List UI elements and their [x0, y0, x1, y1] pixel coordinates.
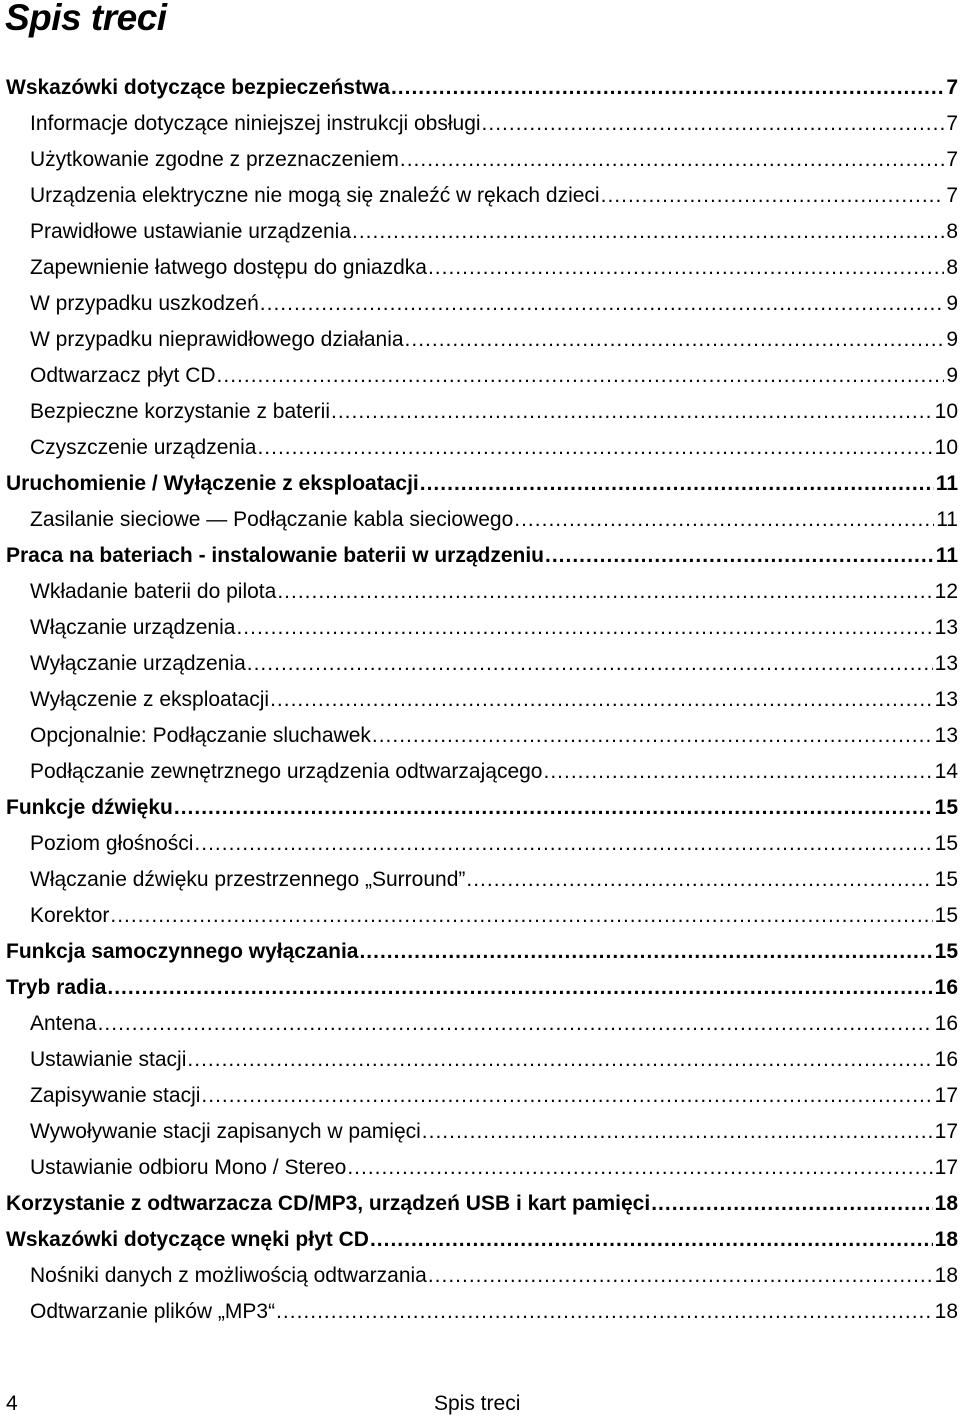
- toc-entry-label: Korzystanie z odtwarzacza CD/MP3, urządzeń USB i kart pamięci: [6, 1192, 651, 1215]
- dot-leader: [514, 502, 934, 538]
- dot-leader: [466, 862, 932, 898]
- toc-entry-label: Informacje dotyczące niniejszej instrukcji obsługi: [30, 112, 481, 135]
- toc-entry-page-number: 16: [934, 1048, 958, 1071]
- toc-entry-label: Antena: [30, 1012, 97, 1035]
- toc-section-entry[interactable]: [6, 646, 958, 682]
- toc-entry-label: Zasilanie sieciowe — Podłączanie kabla sieciowego: [30, 508, 514, 531]
- toc-entry-label: W przypadku nieprawidłowego działania: [30, 328, 404, 351]
- toc-chapter-entry[interactable]: [6, 934, 958, 970]
- toc-section-entry[interactable]: [6, 1006, 958, 1042]
- dot-leader: [545, 538, 934, 574]
- footer-page-number: 4: [6, 1392, 18, 1415]
- toc-section-entry[interactable]: [6, 574, 958, 610]
- toc-section-entry[interactable]: [6, 430, 958, 466]
- dot-leader: [194, 826, 932, 862]
- toc-section-entry[interactable]: [6, 178, 958, 214]
- toc-section-entry[interactable]: [6, 1114, 958, 1150]
- dot-leader: [98, 1006, 933, 1042]
- toc-entry-label: Praca na bateriach - instalowanie baterii w urządzeniu: [6, 544, 544, 567]
- toc-entry-label: W przypadku uszkodzeń: [30, 292, 259, 315]
- toc-entry-label: Odtwarzanie plików „MP3“: [30, 1300, 276, 1323]
- dot-leader: [110, 898, 932, 934]
- toc-entry-label: Tryb radia: [6, 976, 107, 999]
- dot-leader: [247, 646, 933, 682]
- dot-leader: [601, 178, 945, 214]
- toc-chapter-entry[interactable]: [6, 1222, 958, 1258]
- toc-entry-label: Włączanie dźwięku przestrzennego „Surround”: [30, 868, 466, 891]
- toc-entry-label: Zapewnienie łatwego dostępu do gniazdka: [30, 256, 427, 279]
- toc-section-entry[interactable]: [6, 502, 958, 538]
- toc-section-entry[interactable]: [6, 1150, 958, 1186]
- toc-entry-page-number: 12: [934, 580, 958, 603]
- toc-section-entry[interactable]: [6, 610, 958, 646]
- toc-entry-page-number: 15: [934, 904, 958, 927]
- toc-section-entry[interactable]: [6, 898, 958, 934]
- dot-leader: [107, 970, 932, 1006]
- dot-leader: [277, 574, 932, 610]
- dot-leader: [482, 106, 945, 142]
- toc-entry-page-number: 7: [946, 76, 958, 99]
- toc-entry-page-number: 10: [934, 400, 958, 423]
- toc-entry-label: Nośniki danych z możliwością odtwarzania: [30, 1264, 427, 1287]
- toc-entry-page-number: 18: [934, 1300, 958, 1323]
- toc-section-entry[interactable]: [6, 1042, 958, 1078]
- toc-entry-page-number: 8: [946, 256, 958, 279]
- toc-section-entry[interactable]: [6, 1258, 958, 1294]
- toc-entry-page-number: 7: [946, 184, 958, 207]
- toc-entry-page-number: 18: [934, 1264, 958, 1287]
- toc-entry-page-number: 9: [946, 364, 958, 387]
- toc-chapter-entry[interactable]: [6, 790, 958, 826]
- toc-entry-label: Wywoływanie stacji zapisanych w pamięci: [30, 1120, 421, 1143]
- toc-entry-page-number: 13: [934, 724, 958, 747]
- dot-leader: [544, 754, 933, 790]
- toc-entry-page-number: 9: [946, 292, 958, 315]
- dot-leader: [257, 430, 932, 466]
- toc-entry-page-number: 17: [934, 1084, 958, 1107]
- dot-leader: [400, 142, 944, 178]
- toc-entry-page-number: 15: [934, 940, 958, 963]
- toc-section-entry[interactable]: [6, 862, 958, 898]
- dot-leader: [420, 466, 934, 502]
- toc-section-entry[interactable]: [6, 682, 958, 718]
- toc-entry-page-number: 13: [934, 616, 958, 639]
- toc-entry-label: Uruchomienie / Wyłączenie z eksploatacji: [6, 472, 419, 495]
- toc-chapter-entry[interactable]: [6, 70, 958, 106]
- table-of-contents: [6, 70, 958, 1330]
- toc-entry-page-number: 9: [946, 328, 958, 351]
- toc-entry-page-number: 8: [946, 220, 958, 243]
- toc-entry-label: Wyłączenie z eksploatacji: [30, 688, 270, 711]
- toc-section-entry[interactable]: [6, 250, 958, 286]
- dot-leader: [370, 1222, 933, 1258]
- footer-section-title: Spis treci: [434, 1392, 521, 1415]
- toc-entry-label: Włączanie urządzenia: [30, 616, 236, 639]
- toc-entry-page-number: 17: [934, 1156, 958, 1179]
- toc-section-entry[interactable]: [6, 142, 958, 178]
- toc-entry-label: Wskazówki dotyczące bezpieczeństwa: [6, 76, 390, 99]
- toc-entry-label: Wyłączanie urządzenia: [30, 652, 246, 675]
- toc-entry-page-number: 18: [934, 1228, 958, 1251]
- toc-section-entry[interactable]: [6, 358, 958, 394]
- toc-entry-page-number: 18: [934, 1192, 958, 1215]
- toc-entry-page-number: 15: [934, 868, 958, 891]
- dot-leader: [236, 610, 932, 646]
- toc-entry-label: Czyszczenie urządzenia: [30, 436, 257, 459]
- toc-section-entry[interactable]: [6, 826, 958, 862]
- toc-entry-label: Funkcja samoczynnego wyłączania: [6, 940, 359, 963]
- toc-entry-page-number: 15: [934, 796, 958, 819]
- toc-entry-page-number: 7: [946, 148, 958, 171]
- toc-section-entry[interactable]: [6, 1294, 958, 1330]
- toc-entry-page-number: 13: [934, 688, 958, 711]
- toc-chapter-entry[interactable]: [6, 1186, 958, 1222]
- toc-section-entry[interactable]: [6, 394, 958, 430]
- toc-chapter-entry[interactable]: [6, 466, 958, 502]
- toc-entry-label: Korektor: [30, 904, 110, 927]
- dot-leader: [651, 1186, 932, 1222]
- toc-section-entry[interactable]: [6, 106, 958, 142]
- dot-leader: [217, 358, 945, 394]
- dot-leader: [276, 1294, 933, 1330]
- toc-entry-page-number: 10: [934, 436, 958, 459]
- page-footer: [0, 1392, 960, 1422]
- toc-entry-page-number: 7: [946, 112, 958, 135]
- toc-chapter-entry[interactable]: [6, 538, 958, 574]
- toc-entry-page-number: 14: [934, 760, 958, 783]
- dot-leader: [174, 790, 933, 826]
- dot-leader: [260, 286, 945, 322]
- toc-chapter-entry[interactable]: [6, 970, 958, 1006]
- toc-entry-page-number: 11: [935, 472, 958, 495]
- dot-leader: [352, 214, 944, 250]
- toc-entry-label: Wskazówki dotyczące wnęki płyt CD: [6, 1228, 369, 1251]
- dot-leader: [347, 1150, 932, 1186]
- toc-entry-label: Ustawianie stacji: [30, 1048, 187, 1071]
- toc-section-entry[interactable]: [6, 1078, 958, 1114]
- dot-leader: [187, 1042, 932, 1078]
- toc-entry-label: Poziom głośności: [30, 832, 194, 855]
- dot-leader: [372, 718, 933, 754]
- toc-section-entry[interactable]: [6, 286, 958, 322]
- page-title: Spis treci: [5, 0, 167, 38]
- toc-entry-label: Bezpieczne korzystanie z baterii: [30, 400, 330, 423]
- toc-entry-label: Użytkowanie zgodne z przeznaczeniem: [30, 148, 399, 171]
- dot-leader: [428, 1258, 933, 1294]
- toc-entry-label: Odtwarzacz płyt CD: [30, 364, 216, 387]
- toc-entry-label: Funkcje dźwięku: [6, 796, 173, 819]
- toc-section-entry[interactable]: [6, 322, 958, 358]
- toc-entry-label: Zapisywanie stacji: [30, 1084, 201, 1107]
- dot-leader: [391, 70, 944, 106]
- toc-entry-page-number: 17: [934, 1120, 958, 1143]
- dot-leader: [405, 322, 945, 358]
- dot-leader: [331, 394, 933, 430]
- dot-leader: [359, 934, 932, 970]
- toc-section-entry[interactable]: [6, 754, 958, 790]
- toc-entry-label: Urządzenia elektryczne nie mogą się znaleźć w rękach dzieci: [30, 184, 600, 207]
- dot-leader: [201, 1078, 932, 1114]
- toc-entry-label: Prawidłowe ustawianie urządzenia: [30, 220, 352, 243]
- toc-entry-page-number: 15: [934, 832, 958, 855]
- toc-entry-label: Ustawianie odbioru Mono / Stereo: [30, 1156, 347, 1179]
- dot-leader: [422, 1114, 933, 1150]
- toc-entry-page-number: 16: [934, 976, 958, 999]
- toc-entry-label: Podłączanie zewnętrznego urządzenia odtwarzającego: [30, 760, 543, 783]
- dot-leader: [270, 682, 933, 718]
- toc-section-entry[interactable]: [6, 718, 958, 754]
- toc-entry-page-number: 11: [936, 508, 958, 531]
- toc-entry-label: Wkładanie baterii do pilota: [30, 580, 277, 603]
- toc-entry-page-number: 16: [934, 1012, 958, 1035]
- dot-leader: [428, 250, 944, 286]
- toc-entry-page-number: 11: [935, 544, 958, 567]
- toc-entry-page-number: 13: [934, 652, 958, 675]
- toc-entry-label: Opcjonalnie: Podłączanie sluchawek: [30, 724, 371, 747]
- toc-section-entry[interactable]: [6, 214, 958, 250]
